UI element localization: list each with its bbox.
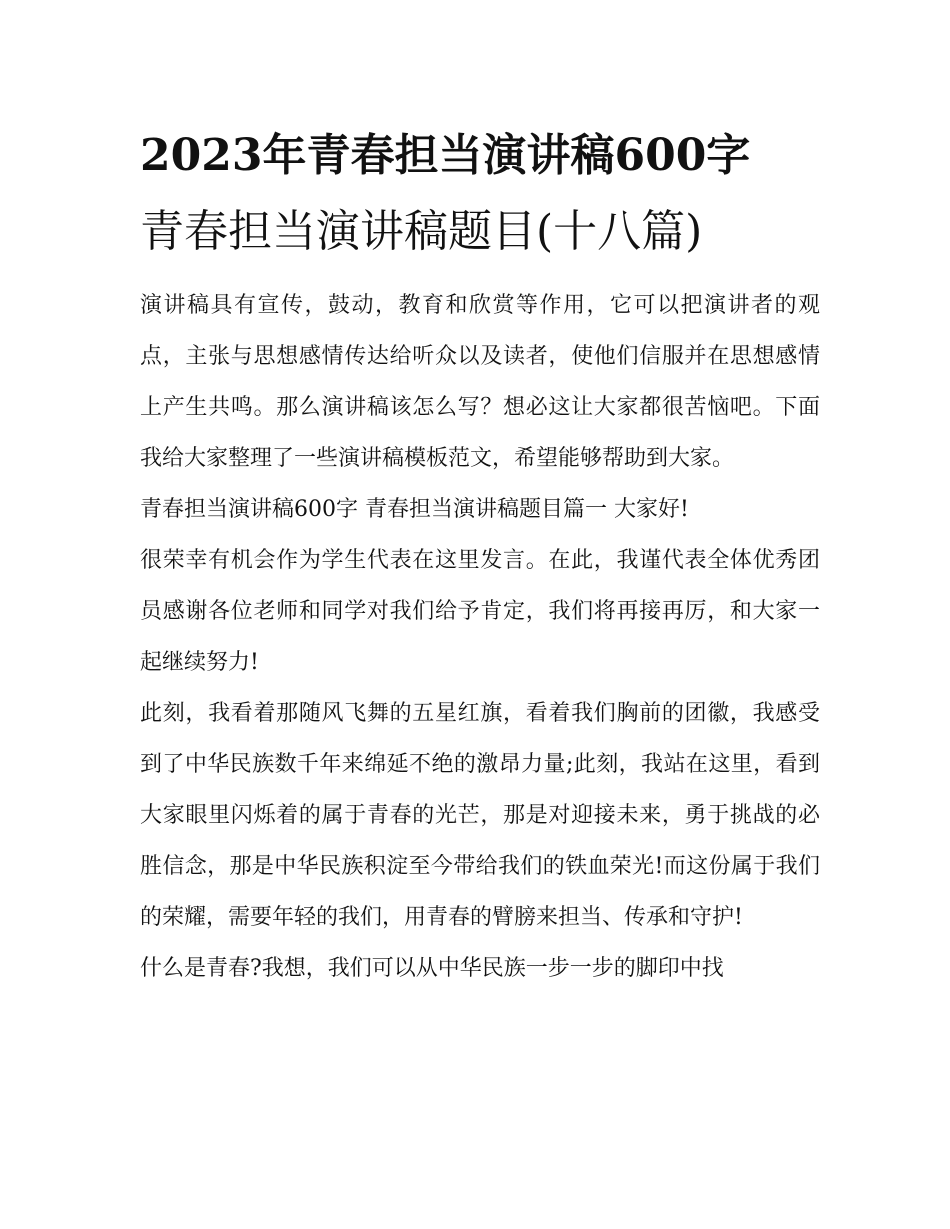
- document-page: [140, 118, 820, 994]
- paragraph-moment: 此刻，我看着那随风飞舞的五星红旗，看着我们胸前的团徽，我感受到了中华民族数千年来绵延不绝的激昂力量;此刻，我站在这里，看到大家眼里闪烁着的属于青春的光芒，那是对迎接未来，勇于挑战的必胜信念，那是中华民族积淀至今带给我们的铁血荣光!而这份属于我们的荣耀，需要年轻的我们，用青春的臂膀来担当、传承和守护!: [140, 701, 820, 930]
- paragraph-section-heading: 青春担当演讲稿600字 青春担当演讲稿题目篇一 大家好!: [140, 497, 689, 522]
- title-line-2: 青春担当演讲稿题目(十八篇): [140, 206, 703, 257]
- paragraph-youth-question: 什么是青春?我想，我们可以从中华民族一步一步的脚印中找: [140, 956, 724, 981]
- paragraph-honor: 很荣幸有机会作为学生代表在这里发言。在此，我谨代表全体优秀团员感谢各位老师和同学对我们给予肯定，我们将再接再厉，和大家一起继续努力!: [140, 548, 820, 675]
- title-line-1: 2023年青春担当演讲稿600字: [140, 130, 751, 181]
- document-title: [140, 118, 820, 270]
- paragraph-intro: 演讲稿具有宣传，鼓动，教育和欣赏等作用，它可以把演讲者的观点，主张与思想感情传达给听众以及读者，使他们信服并在思想感情上产生共鸣。那么演讲稿该怎么写？想必这让大家都很苦恼吧。下面我给大家整理了一些演讲稿模板范文，希望能够帮助到大家。: [140, 293, 820, 471]
